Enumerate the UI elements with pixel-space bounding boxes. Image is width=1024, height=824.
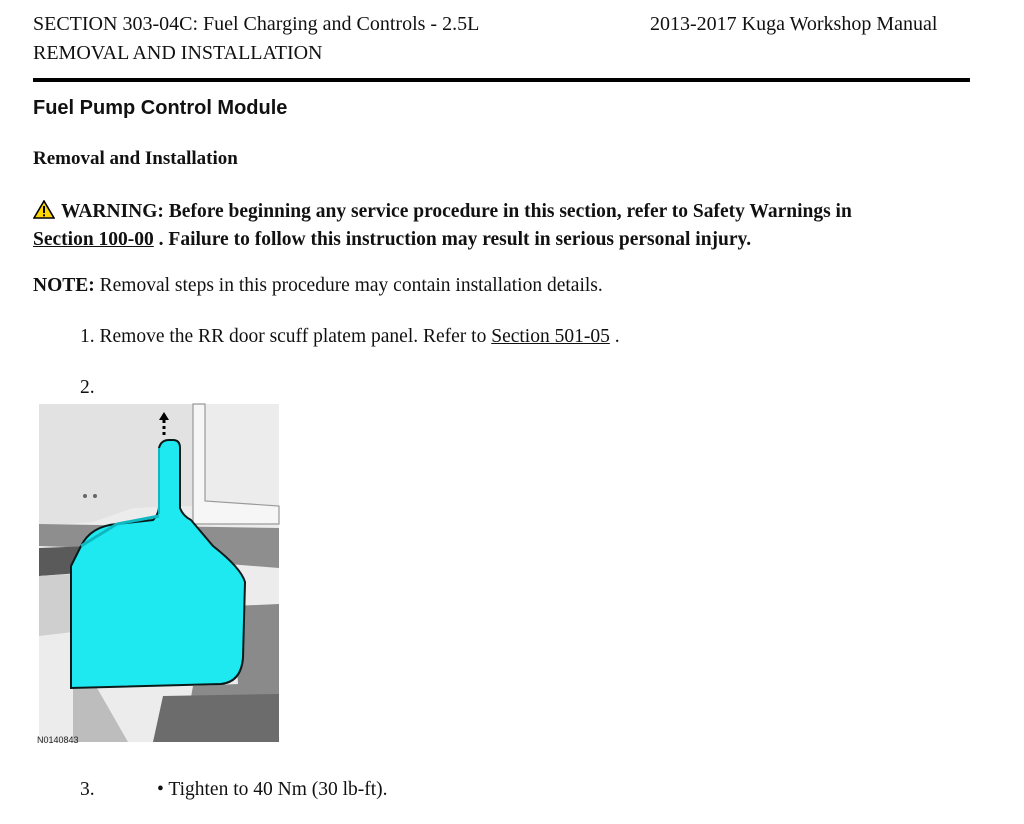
step-3-bullet: • Tighten to 40 Nm (30 lb-ft).: [157, 779, 388, 800]
header-category: REMOVAL AND INSTALLATION: [33, 42, 323, 64]
warning-triangle-icon: [33, 200, 55, 227]
step-2-illustration: [33, 396, 291, 752]
note-text: Removal steps in this procedure may contain installation details.: [99, 275, 603, 296]
page-title: Fuel Pump Control Module: [33, 97, 288, 119]
step-2-number: 2.: [80, 377, 95, 398]
header-section-title: SECTION 303-04C: Fuel Charging and Controls - 2.5L: [33, 13, 480, 35]
step-1-text: Remove the RR door scuff platem panel. Refer to: [99, 326, 487, 347]
note: [33, 275, 603, 297]
header-divider: [33, 78, 970, 82]
step-1-section-link[interactable]: Section 501-05: [491, 326, 610, 347]
figure-id: N0140843: [37, 735, 79, 745]
step-1: [80, 326, 620, 348]
note-label: NOTE:: [33, 275, 95, 296]
warning-text-after: . Failure to follow this instruction may result in serious personal injury.: [158, 229, 752, 250]
step-3-number: 3.: [80, 779, 95, 800]
step-1-number: 1.: [80, 326, 95, 347]
warning-text: WARNING: Before beginning any service procedure in this section, refer to Safety Warnings in: [61, 201, 852, 222]
step-1-text-after: .: [614, 326, 620, 347]
warning-block: [33, 199, 993, 253]
page-subtitle: Removal and Installation: [33, 148, 238, 169]
header-manual-name: 2013-2017 Kuga Workshop Manual: [650, 13, 938, 35]
warning-section-link[interactable]: Section 100-00: [33, 229, 154, 250]
